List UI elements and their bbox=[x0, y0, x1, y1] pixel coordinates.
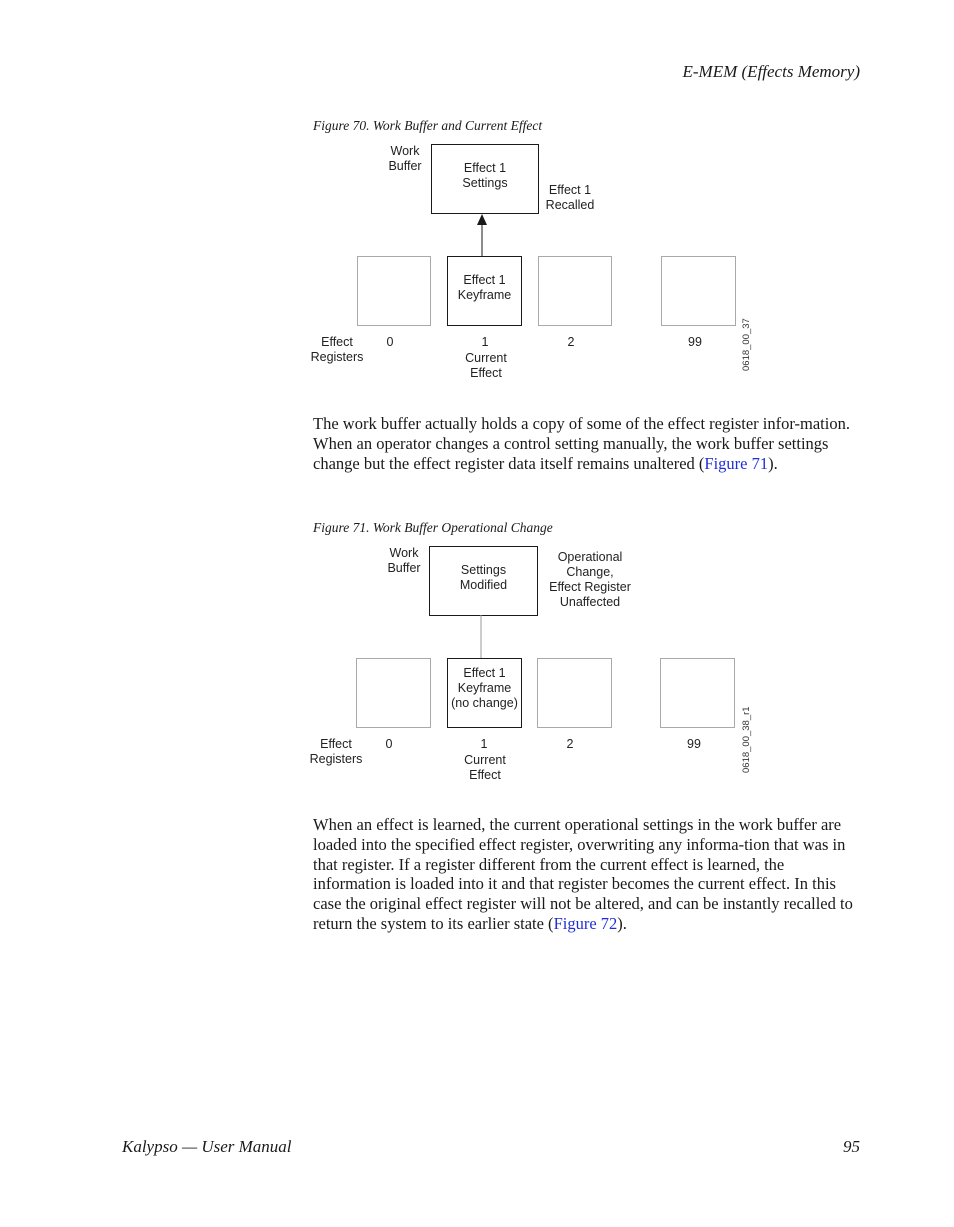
register-box-current bbox=[447, 658, 522, 728]
side-note: Effect 1 Recalled bbox=[545, 183, 595, 212]
register-box-99 bbox=[661, 256, 736, 326]
current-effect-label: Current Effect bbox=[465, 351, 507, 380]
register-number-1: 1 bbox=[480, 737, 488, 751]
figure-72-link[interactable]: Figure 72 bbox=[553, 913, 618, 933]
register-box-0 bbox=[356, 658, 431, 728]
register-number-2: 2 bbox=[567, 335, 575, 349]
paragraph-end: ). bbox=[768, 453, 778, 473]
figure-code: 0618_00_37 bbox=[741, 318, 752, 371]
figure-code: 0618_00_38_r1 bbox=[741, 706, 752, 773]
current-effect-label: Current Effect bbox=[464, 753, 506, 782]
work-buffer-label: Work Buffer bbox=[388, 144, 422, 173]
current-box-text: Effect 1 Keyframe (no change) bbox=[451, 666, 518, 710]
current-box-text: Effect 1 Keyframe bbox=[457, 273, 512, 302]
register-box-2 bbox=[537, 658, 612, 728]
body-paragraph-1 bbox=[313, 414, 861, 473]
register-number-0: 0 bbox=[385, 737, 393, 751]
register-number-99: 99 bbox=[687, 737, 701, 751]
register-number-99: 99 bbox=[688, 335, 702, 349]
work-buffer-box bbox=[431, 144, 539, 214]
work-buffer-box-text: Effect 1 Settings bbox=[462, 161, 508, 190]
work-buffer-label: Work Buffer bbox=[387, 546, 421, 575]
paragraph-end: ). bbox=[617, 913, 627, 933]
running-header: E-MEM (Effects Memory) bbox=[682, 62, 860, 81]
connector-line bbox=[476, 615, 486, 659]
register-box-99 bbox=[660, 658, 735, 728]
register-number-2: 2 bbox=[566, 737, 574, 751]
register-box-2 bbox=[538, 256, 612, 326]
work-buffer-box bbox=[429, 546, 538, 616]
effect-registers-label: Effect Registers bbox=[310, 335, 364, 364]
body-paragraph-2 bbox=[313, 815, 861, 934]
recall-arrow bbox=[472, 212, 492, 258]
register-number-1: 1 bbox=[481, 335, 489, 349]
figure-71-link[interactable]: Figure 71 bbox=[704, 453, 769, 473]
figure-71-caption: Figure 71. Work Buffer Operational Change bbox=[313, 520, 553, 535]
paragraph-text: When an effect is learned, the current operational settings in the work buffer are loaded into the specified effect register, overwriting any informa-tion that was in that register. If a register different from the current effect is learned, the information is loaded into it and that register becomes the current effect. In this case the original effect register will not be altered, and can be instantly recalled to return the system to its earlier state ( bbox=[313, 815, 853, 933]
register-number-0: 0 bbox=[386, 335, 394, 349]
page-number: 95 bbox=[843, 1137, 860, 1156]
paragraph-text: The work buffer actually holds a copy of some of the effect register infor-mation. When an operator changes a control setting manually, the work buffer settings change but the effect register data itself remains unaltered ( bbox=[313, 414, 850, 473]
register-box-0 bbox=[357, 256, 431, 326]
footer-manual-title: Kalypso — User Manual bbox=[122, 1137, 292, 1156]
figure-70-caption: Figure 70. Work Buffer and Current Effect bbox=[313, 118, 543, 133]
work-buffer-box-text: Settings Modified bbox=[459, 563, 508, 592]
side-note: Operational Change, Effect Register Unaffected bbox=[549, 550, 631, 609]
register-box-current bbox=[447, 256, 522, 326]
effect-registers-label: Effect Registers bbox=[309, 737, 363, 766]
